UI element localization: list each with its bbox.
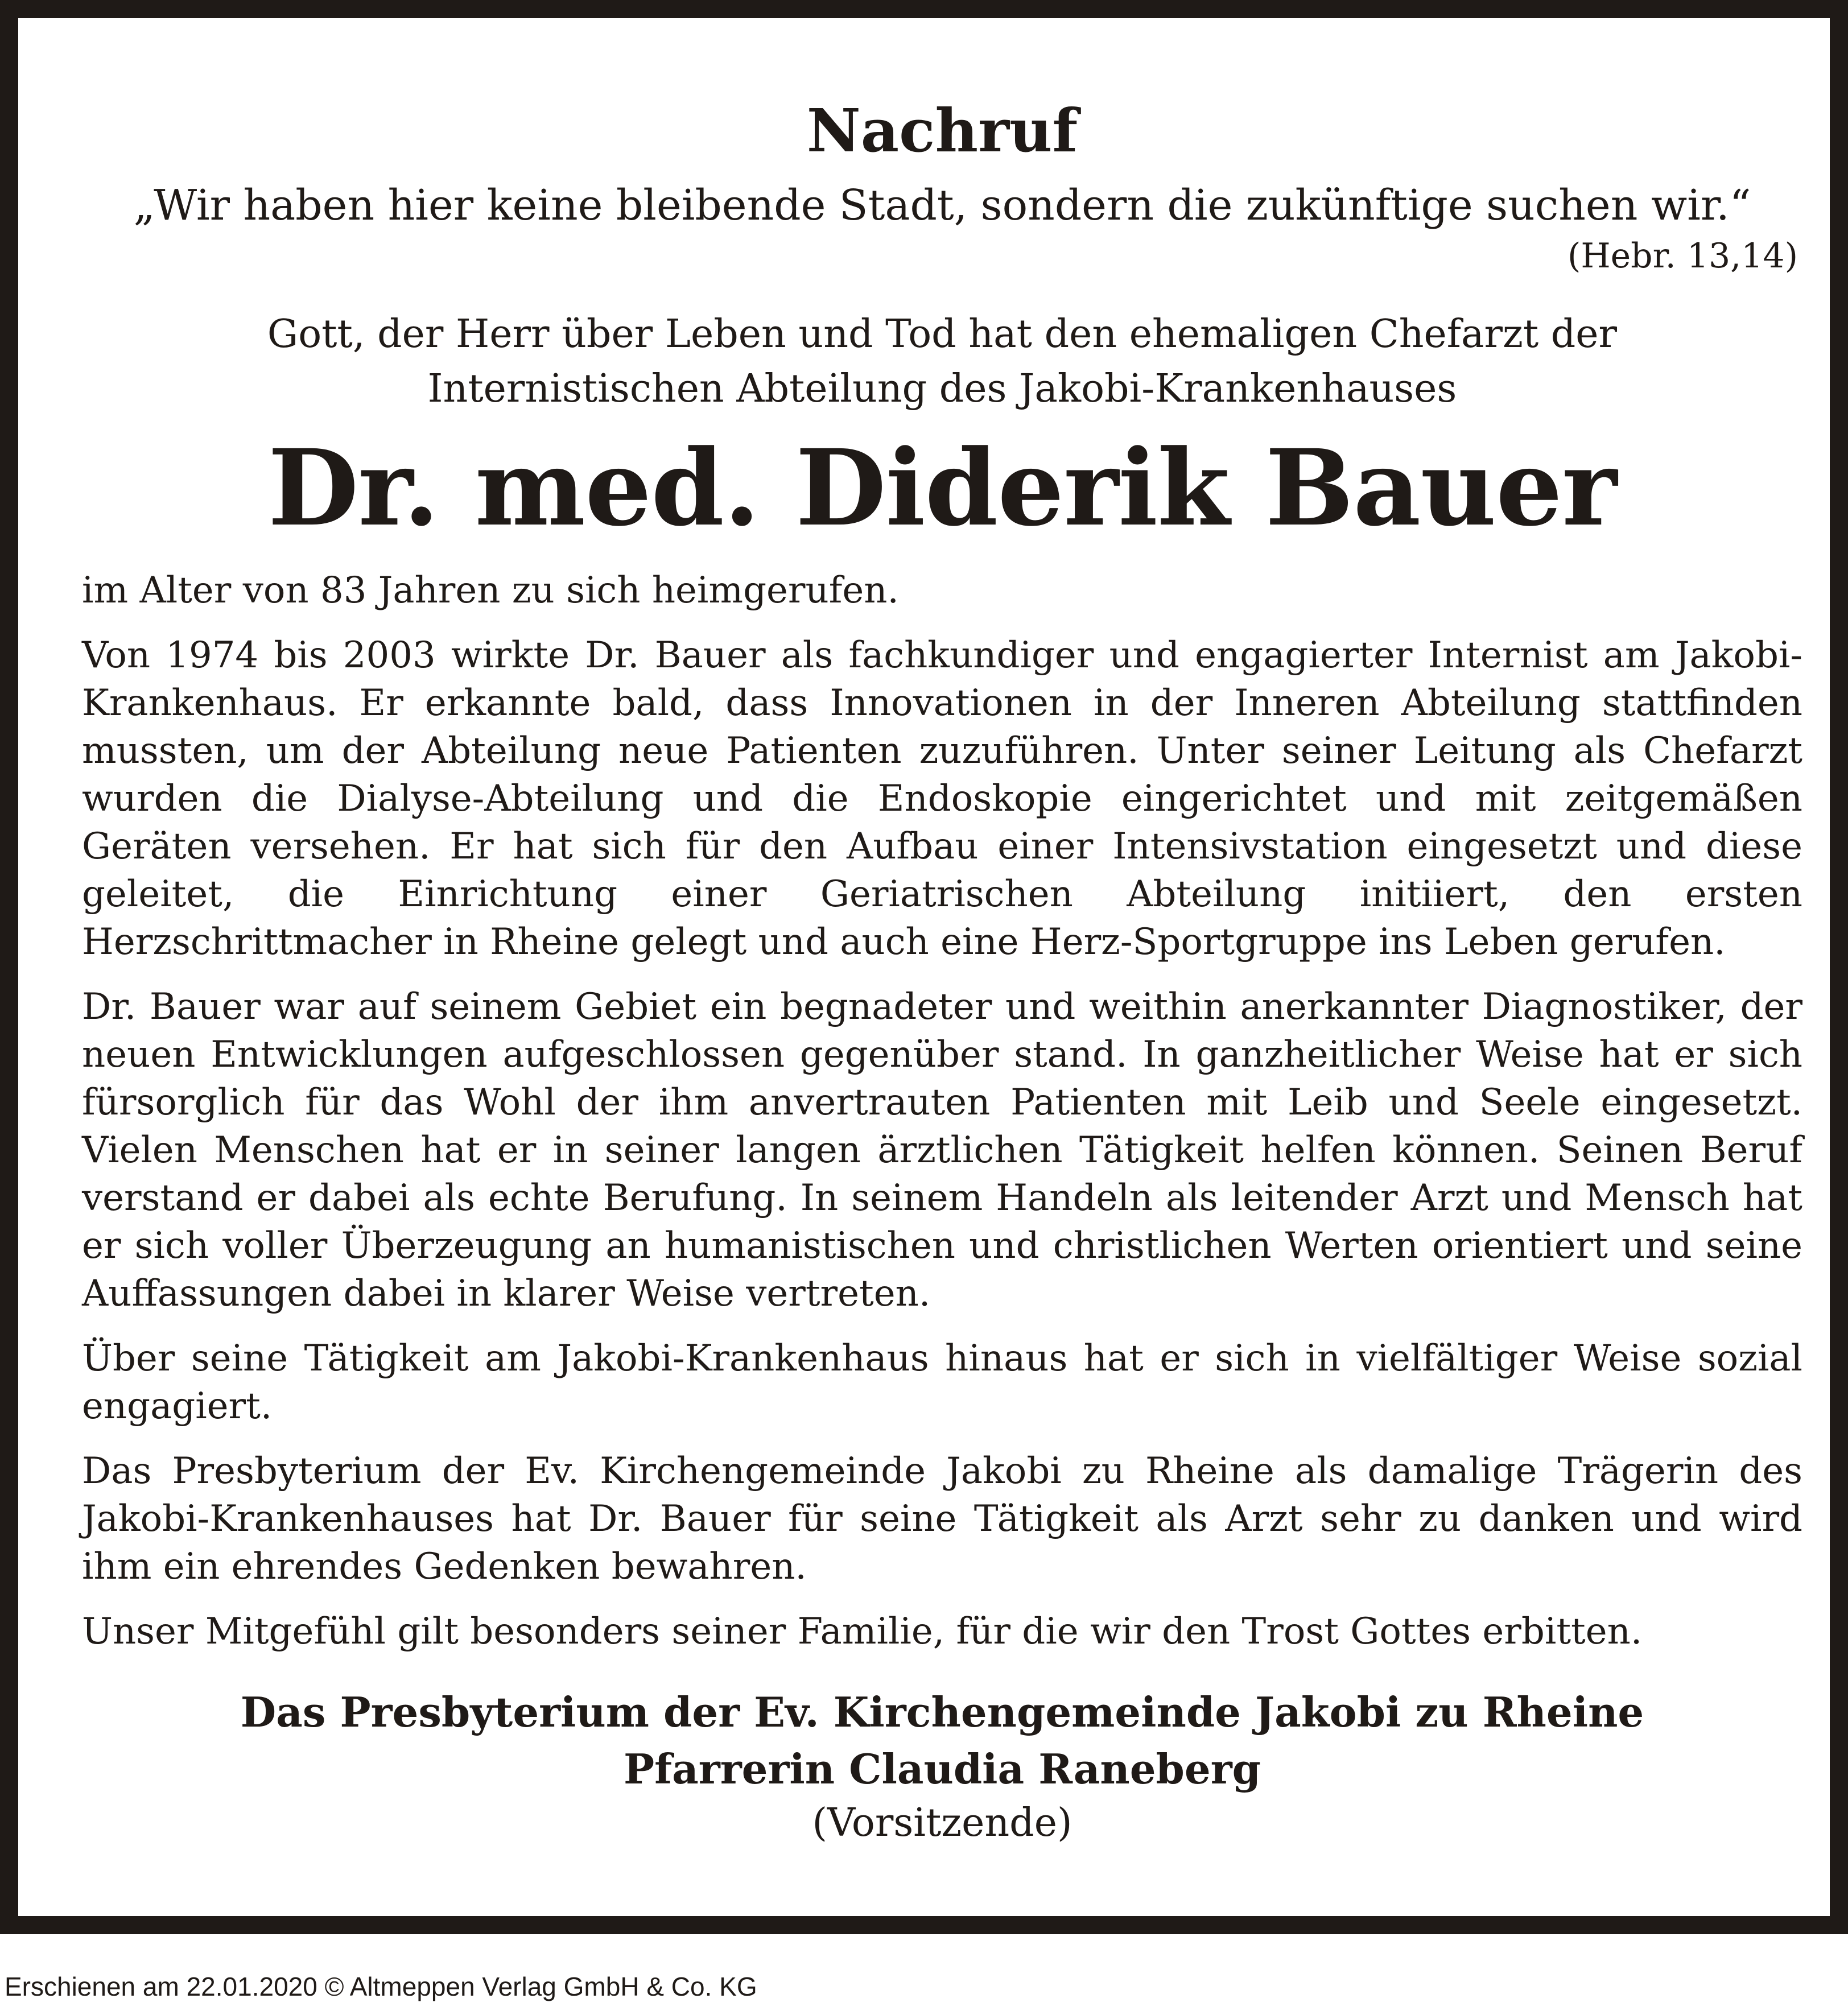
intro-line-2: Internistischen Abteilung des Jakobi-Krankenhauses: [427, 366, 1457, 411]
signature-role: (Vorsitzende): [812, 1801, 1072, 1845]
deceased-name: Dr. med. Diderik Bauer: [267, 427, 1617, 550]
paragraph-gratitude: Das Presbyterium der Ev. Kirchengemeinde Jakobi zu Rheine als damalige Trägerin des Jakobi-Krankenhauses hat Dr. Bauer für seine Tätigkeit als Arzt sehr zu danken und wird ihm ein ehrendes Gedenken bewahren.: [82, 1450, 1802, 1588]
signature-signer: Pfarrerin Claudia Raneberg: [624, 1745, 1261, 1793]
publication-note: Erschienen am 22.01.2020 © Altmeppen Verlag GmbH & Co. KG: [5, 1972, 757, 2001]
bible-quote-reference: (Hebr. 13,14): [1567, 236, 1798, 276]
bible-quote: „Wir haben hier keine bleibende Stadt, sondern die zukünftige suchen wir.“: [133, 181, 1751, 230]
obituary-content: [82, 91, 1802, 1849]
paragraph-character: Dr. Bauer war auf seinem Gebiet ein begnadeter und weithin anerkannter Diagnostiker, der neuen Entwicklungen aufgeschlossen gegenüber stand. In ganzheitlicher Weise hat er sich fürsorglich für das Wohl der ihm anvertrauten Patienten mit Leib und Seele eingesetzt. Vielen Menschen hat er in seiner langen ärztlichen Tätigkeit helfen können. Seinen Beruf verstand er dabei als echte Berufung. In seinem Handeln als leitender Arzt und Mensch hat er sich voller Überzeugung an humanistischen und christlichen Werten orientiert und seine Auffassungen dabei in klarer Weise vertreten.: [82, 986, 1802, 1315]
paragraph-social: Über seine Tätigkeit am Jakobi-Krankenhaus hinaus hat er sich in vielfältiger Weise sozial engagiert.: [82, 1337, 1802, 1427]
intro-text: [82, 307, 1802, 416]
paragraph-career: Von 1974 bis 2003 wirkte Dr. Bauer als fachkundiger und engagierter Internist am Jakobi-Krankenhaus. Er erkannte bald, dass Innovationen in der Inneren Abteilung stattfinden mussten, um der Abteilung neue Patienten zuzuführen. Unter seiner Leitung als Chefarzt wurden die Dialyse-Abteilung und die Endoskopie eingerichtet und mit zeitgemäßen Geräten versehen. Er hat sich für den Aufbau einer Intensivstation eingesetzt und diese geleitet, die Einrichtung einer Geriatrischen Abteilung initiiert, den ersten Herzschrittmacher in Rheine gelegt und auch eine Herz-Sportgruppe ins Leben gerufen.: [82, 634, 1802, 963]
paragraph-age: im Alter von 83 Jahren zu sich heimgerufen.: [82, 569, 899, 612]
notice-heading: Nachruf: [806, 96, 1078, 166]
paragraph-condolence: Unser Mitgefühl gilt besonders seiner Familie, für die wir den Trost Gottes erbitten.: [82, 1611, 1643, 1653]
intro-line-1: Gott, der Herr über Leben und Tod hat den ehemaligen Chefarzt der: [267, 312, 1618, 357]
signature-organization: Das Presbyterium der Ev. Kirchengemeinde Jakobi zu Rheine: [240, 1688, 1644, 1736]
